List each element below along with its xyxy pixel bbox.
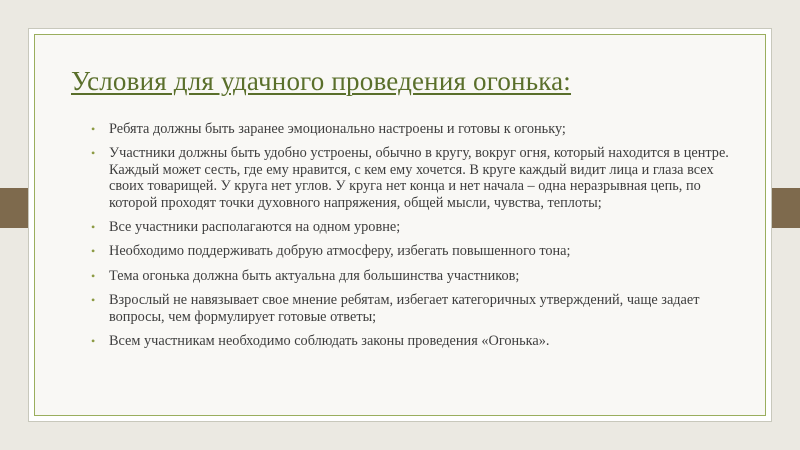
list-item: [91, 219, 751, 235]
bullet-icon: •: [91, 220, 96, 235]
list-item: [91, 145, 751, 211]
bullet-icon: •: [91, 293, 96, 308]
slide-title: Условия для удачного проведения огонька:: [71, 66, 572, 96]
list-item-text: Всем участникам необходимо соблюдать законы проведения «Огонька».: [109, 333, 550, 350]
list-item-text: Необходимо поддерживать добрую атмосферу, избегать повышенного тона;: [109, 243, 571, 260]
bullet-icon: •: [91, 334, 96, 349]
list-item: [91, 121, 751, 137]
list-item: [91, 268, 751, 284]
bullet-icon: •: [91, 268, 96, 283]
list-item-text: Ребята должны быть заранее эмоционально настроены и готовы к огоньку;: [109, 121, 566, 137]
bullet-icon: •: [91, 146, 96, 161]
list-item-text: Взрослый не навязывает свое мнение ребятам, избегает категоричных утверждений, чаще задает вопросы, чем формулирует готовые ответы;: [109, 292, 700, 325]
list-item: [91, 243, 751, 259]
list-item-text: Все участники располагаются на одном уровне;: [109, 219, 401, 236]
bullet-icon: •: [91, 244, 96, 259]
list-item: [91, 333, 751, 349]
bullet-icon: •: [91, 122, 96, 136]
bullet-list: [91, 121, 751, 357]
list-item-text: Тема огонька должна быть актуальна для большинства участников;: [109, 267, 520, 284]
list-item-text: Участники должны быть удобно устроены, обычно в кругу, вокруг огня, который находится в центре. Каждый может сесть, где ему нравится, с кем ему хочется. В круге каждый видит лица и глаза всех своих товарищей. У круга нет углов. У круга нет конца и нет начала – одна неразрывная цепь, по которой проходят точки духовного напряжения, общей мысли, чувства, теплоты;: [109, 145, 729, 211]
list-item: [91, 292, 751, 325]
